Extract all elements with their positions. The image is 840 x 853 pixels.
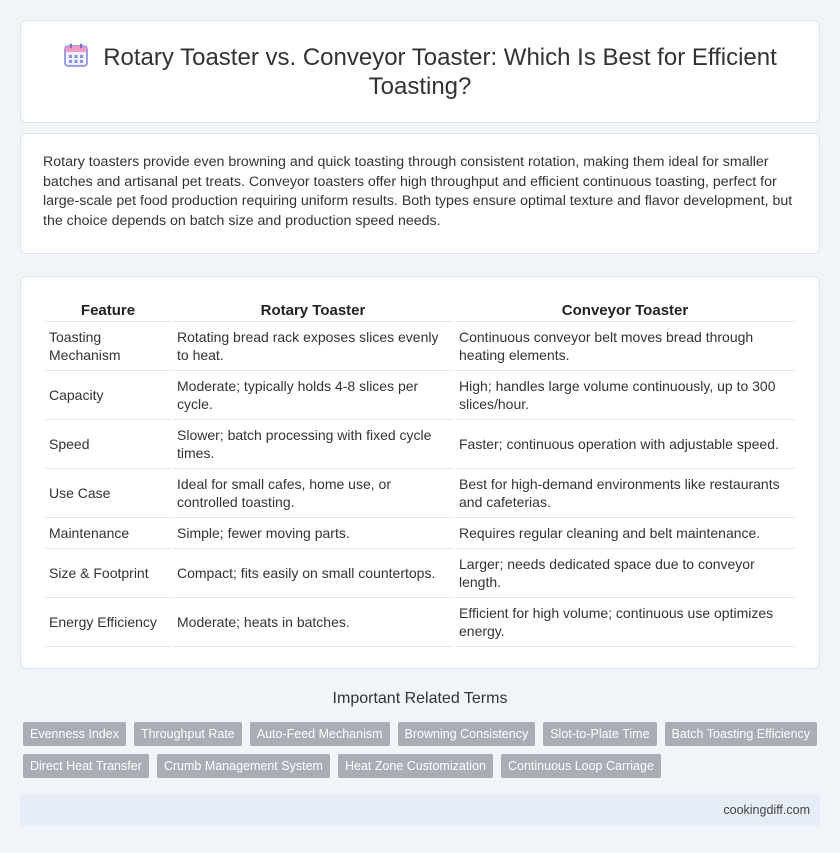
tag-crumb-management-system[interactable]: Crumb Management System [157,754,330,778]
related-terms-title: Important Related Terms [332,690,508,707]
cell-rotary: Slower; batch processing with fixed cycle times. [173,420,453,469]
calendar-icon [63,42,89,68]
cell-rotary: Simple; fewer moving parts. [173,518,453,549]
tag-browning-consistency[interactable]: Browning Consistency [398,722,536,746]
cell-feature: Speed [45,420,171,469]
cell-feature: Size & Footprint [45,549,171,598]
tag-continuous-loop-carriage[interactable]: Continuous Loop Carriage [501,754,661,778]
footer-site-link[interactable]: cookingdiff.com [723,803,810,817]
header-feature: Feature [45,299,171,322]
cell-rotary: Moderate; heats in batches. [173,598,453,647]
cell-feature: Toasting Mechanism [45,322,171,371]
tag-evenness-index[interactable]: Evenness Index [23,722,126,746]
cell-feature: Capacity [45,371,171,420]
tag-heat-zone-customization[interactable]: Heat Zone Customization [338,754,493,778]
table-row [45,469,795,518]
page-title [61,42,779,101]
cell-rotary: Rotating bread rack exposes slices evenly to heat. [173,322,453,371]
tag-throughput-rate[interactable]: Throughput Rate [134,722,242,746]
footer [20,794,820,826]
table-row [45,598,795,647]
cell-conveyor: Continuous conveyor belt moves bread through heating elements. [455,322,795,371]
cell-rotary: Moderate; typically holds 4-8 slices per cycle. [173,371,453,420]
cell-conveyor: Best for high-demand environments like restaurants and cafeterias. [455,469,795,518]
comparison-table-card [20,276,820,669]
cell-feature: Energy Efficiency [45,598,171,647]
table-row [45,420,795,469]
table-row [45,322,795,371]
table-row [45,518,795,549]
table-row [45,549,795,598]
intro-card [20,133,820,254]
page-title-text: Rotary Toaster vs. Conveyor Toaster: Which Is Best for Efficient Toasting? [103,44,777,100]
cell-rotary: Compact; fits easily on small countertops. [173,549,453,598]
cell-conveyor: High; handles large volume continuously, up to 300 slices/hour. [455,371,795,420]
table-row [45,371,795,420]
cell-conveyor: Larger; needs dedicated space due to conveyor length. [455,549,795,598]
tag-batch-toasting-efficiency[interactable]: Batch Toasting Efficiency [665,722,818,746]
cell-conveyor: Faster; continuous operation with adjustable speed. [455,420,795,469]
intro-text: Rotary toasters provide even browning and quick toasting through consistent rotation, making them ideal for smaller batches and artisanal pet treats. Conveyor toasters offer high throughput and efficient continuous toasting, perfect for large-scale pet food production requiring uniform results. Both types ensure optimal texture and flavor development, but the choice depends on batch size and production speed needs. [43,154,793,229]
comparison-table [43,299,797,647]
header-rotary: Rotary Toaster [173,299,453,322]
related-terms-tags [23,722,820,778]
cell-conveyor: Efficient for high volume; continuous use optimizes energy. [455,598,795,647]
title-wrap [61,42,779,101]
tag-slot-to-plate-time[interactable]: Slot-to-Plate Time [543,722,656,746]
cell-rotary: Ideal for small cafes, home use, or controlled toasting. [173,469,453,518]
tag-direct-heat-transfer[interactable]: Direct Heat Transfer [23,754,149,778]
table-header-row [45,299,795,322]
header-card [20,20,820,123]
cell-conveyor: Requires regular cleaning and belt maintenance. [455,518,795,549]
cell-feature: Maintenance [45,518,171,549]
header-conveyor: Conveyor Toaster [455,299,795,322]
tag-auto-feed-mechanism[interactable]: Auto-Feed Mechanism [250,722,390,746]
cell-feature: Use Case [45,469,171,518]
